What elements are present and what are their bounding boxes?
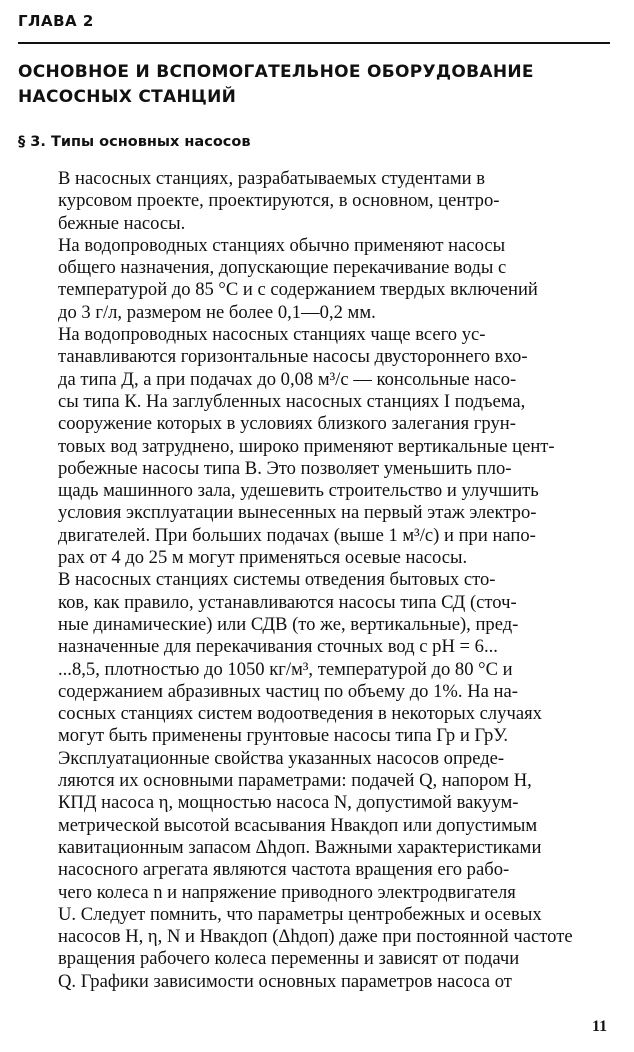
body-text (18, 168, 612, 993)
text-line: насосов H, η, N и Hвакдоп (Δhдоп) даже при постоянной частоте (58, 926, 573, 948)
text-line: На водопроводных насосных станциях чаще всего ус- (58, 324, 486, 346)
text-line: робежные насосы типа В. Это позволяет уменьшить пло- (58, 457, 512, 479)
chapter-title-line: ОСНОВНОЕ И ВСПОМОГАТЕЛЬНОЕ ОБОРУДОВАНИЕ (18, 62, 534, 82)
text-line: двигателей. При больших подачах (выше 1 м³/с) и при напо- (58, 524, 536, 546)
text-line: метрической высотой всасывания Hвакдоп или допустимым (58, 814, 538, 836)
text-line: ков, как правило, устанавливаются насосы типа СД (сточ- (58, 591, 517, 613)
text-line: сосных станциях систем водоотведения в некоторых случаях (58, 703, 542, 725)
text-line: сы типа К. На заглубленных насосных станциях I подъема, (58, 390, 526, 412)
text-line: насосного агрегата являются частота вращения его рабо- (58, 859, 510, 881)
text-line: U. Следует помнить, что параметры центробежных и осевых (58, 903, 542, 925)
text-line: назначенные для перекачивания сточных вод с pH = 6... (58, 636, 498, 658)
text-line: Эксплуатационные свойства указанных насосов опреде- (58, 747, 505, 769)
text-line: Q. Графики зависимости основных параметров насоса от (58, 970, 512, 992)
text-line: кавитационным запасом Δhдоп. Важными характеристиками (58, 836, 542, 858)
text-line: танавливаются горизонтальные насосы двустороннего вхо- (58, 346, 528, 368)
section-title: § 3. Типы основных насосов (18, 134, 251, 150)
chapter-title-line: НАСОСНЫХ СТАНЦИЙ (18, 87, 237, 107)
text-line: рах от 4 до 25 м могут применяться осевые насосы. (58, 547, 468, 569)
text-line: да типа Д, а при подачах до 0,08 м³/с — консольные насо- (58, 368, 517, 390)
text-line: общего назначения, допускающие перекачивание воды с (58, 257, 507, 279)
paragraph (18, 748, 612, 993)
text-line: На водопроводных станциях обычно применяют насосы (58, 234, 506, 256)
text-line: до 3 г/л, размером не более 0,1—0,2 мм. (58, 301, 376, 323)
header-rule (18, 42, 610, 44)
text-line: ляются их основными параметрами: подачей Q, напором H, (58, 770, 532, 792)
text-line: сооружение которых в условиях близкого залегания грун- (58, 413, 516, 435)
text-line: условия эксплуатации вынесенных на первый этаж электро- (58, 502, 537, 524)
paragraph (18, 324, 612, 569)
text-line: щадь машинного зала, удешевить строительство и улучшить (58, 480, 539, 502)
text-line: чего колеса n и напряжение приводного электродвигателя (58, 881, 516, 903)
text-line: товых вод затруднено, широко применяют вертикальные цент- (58, 435, 555, 457)
text-line: КПД насоса η, мощностью насоса N, допустимой вакуум- (58, 792, 519, 814)
chapter-heading: ГЛАВА 2 (18, 12, 94, 30)
text-line: В насосных станциях, разрабатываемых студентами в (58, 168, 485, 189)
text-line: могут быть применены грунтовые насосы типа Гр и ГрУ. (58, 725, 509, 747)
text-line: бежные насосы. (58, 212, 186, 234)
paragraph (18, 569, 612, 747)
chapter-title (18, 60, 608, 110)
paragraph (18, 168, 612, 235)
text-line: содержанием абразивных частиц по объему до 1%. На на- (58, 680, 518, 702)
text-line: курсовом проекте, проектируются, в основном, центро- (58, 190, 500, 212)
text-line: ...8,5, плотностью до 1050 кг/м³, температурой до 80 °С и (58, 658, 513, 680)
text-line: температурой до 85 °С и с содержанием твердых включений (58, 279, 538, 301)
text-line: В насосных станциях системы отведения бытовых сто- (58, 569, 496, 591)
text-line: вращения рабочего колеса переменны и зависят от подачи (58, 948, 520, 970)
text-line: ные динамические) или СДВ (то же, вертикальные), пред- (58, 613, 519, 635)
page-number: 11 (592, 1018, 608, 1035)
paragraph (18, 235, 612, 324)
